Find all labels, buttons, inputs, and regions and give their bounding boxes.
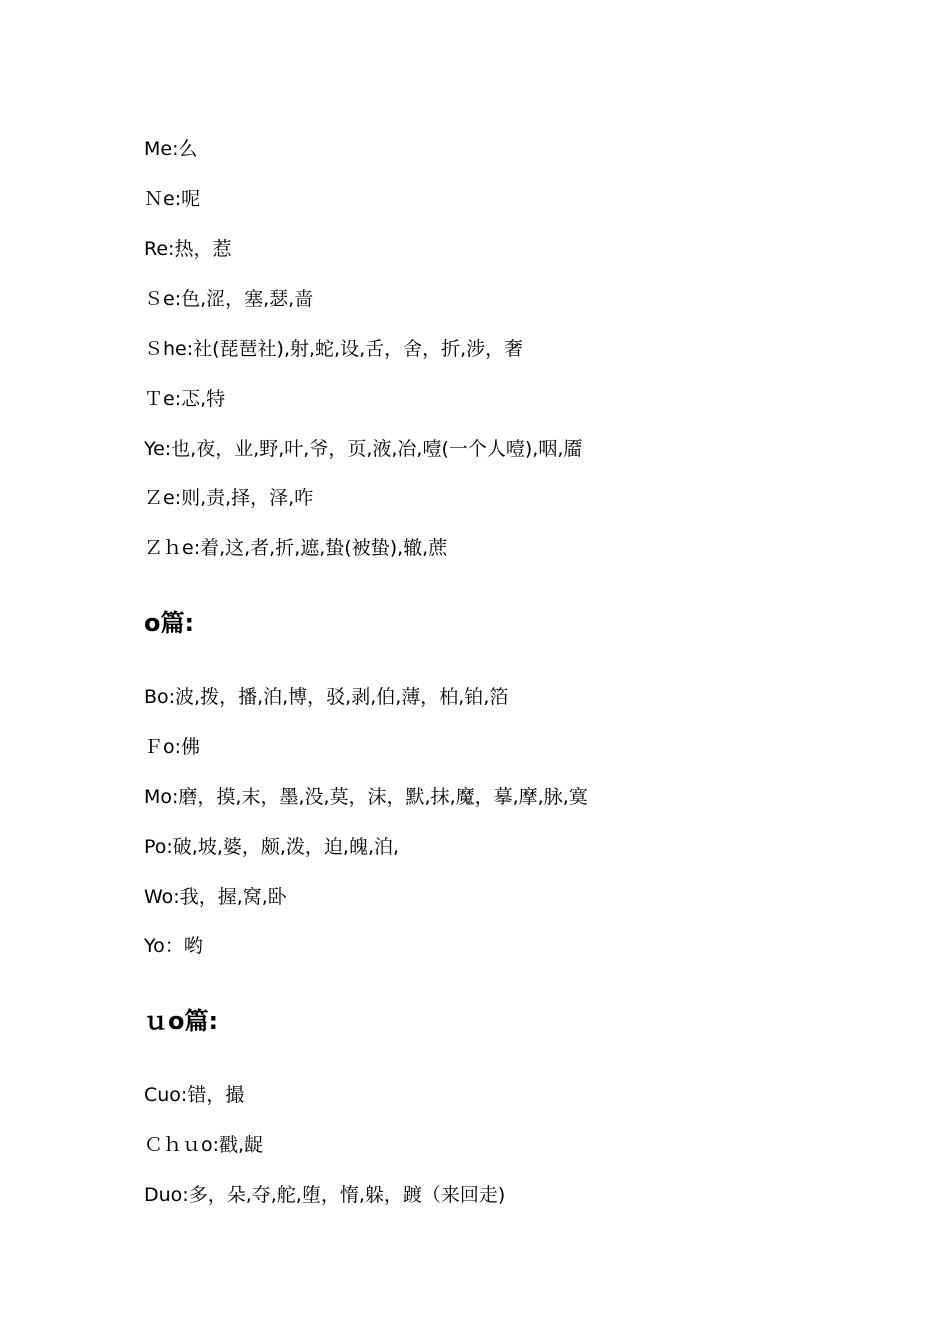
entry-te: Ｔe:忑,特 (144, 388, 226, 410)
entry-duo: Duo:多，朵,夺,舵,堕，惰,躲，踱（来回走) (144, 1184, 506, 1206)
entry-chuo: Ｃｈｕo:戳,龊 (144, 1134, 264, 1156)
entry-po: Po:破,坡,婆，颇,泼，迫,魄,泊, (144, 836, 400, 858)
entry-ze: Ｚe:则,责,择，泽,咋 (144, 487, 314, 509)
entry-ne: Ｎe:呢 (144, 188, 201, 210)
entry-she: Ｓhe:社(琵琶社),射,蛇,设,舌，舍，折,涉，奢 (144, 338, 524, 360)
entry-se: Ｓe:色,涩，塞,瑟,啬 (144, 288, 314, 310)
entry-fo: Ｆo:佛 (144, 736, 201, 758)
entry-cuo: Cuo:错，撮 (144, 1084, 245, 1106)
entry-bo: Bo:波,拨，播,泊,博，驳,剥,伯,薄，柏,铂,箔 (144, 686, 509, 708)
entry-re: Re:热，惹 (144, 238, 232, 260)
entry-ye: Ye:也,夜，业,野,叶,爷，页,液,冶,噎(一个人噎),咽,靥 (144, 438, 583, 460)
entry-zhe: Ｚｈe:着,这,者,折,遮,蛰(被蛰),辙,蔗 (144, 537, 448, 559)
section-heading-o: o篇: (144, 609, 195, 637)
entry-mo: Mo:磨，摸,末，墨,没,莫，沫，默,抹,魔，摹,摩,脉,寞 (144, 786, 588, 808)
section-heading-uo: ｕo篇: (144, 1007, 219, 1035)
entry-wo: Wo:我，握,窝,卧 (144, 886, 287, 908)
entry-me: Me:么 (144, 138, 198, 160)
entry-yo: Yo：哟 (144, 935, 203, 957)
